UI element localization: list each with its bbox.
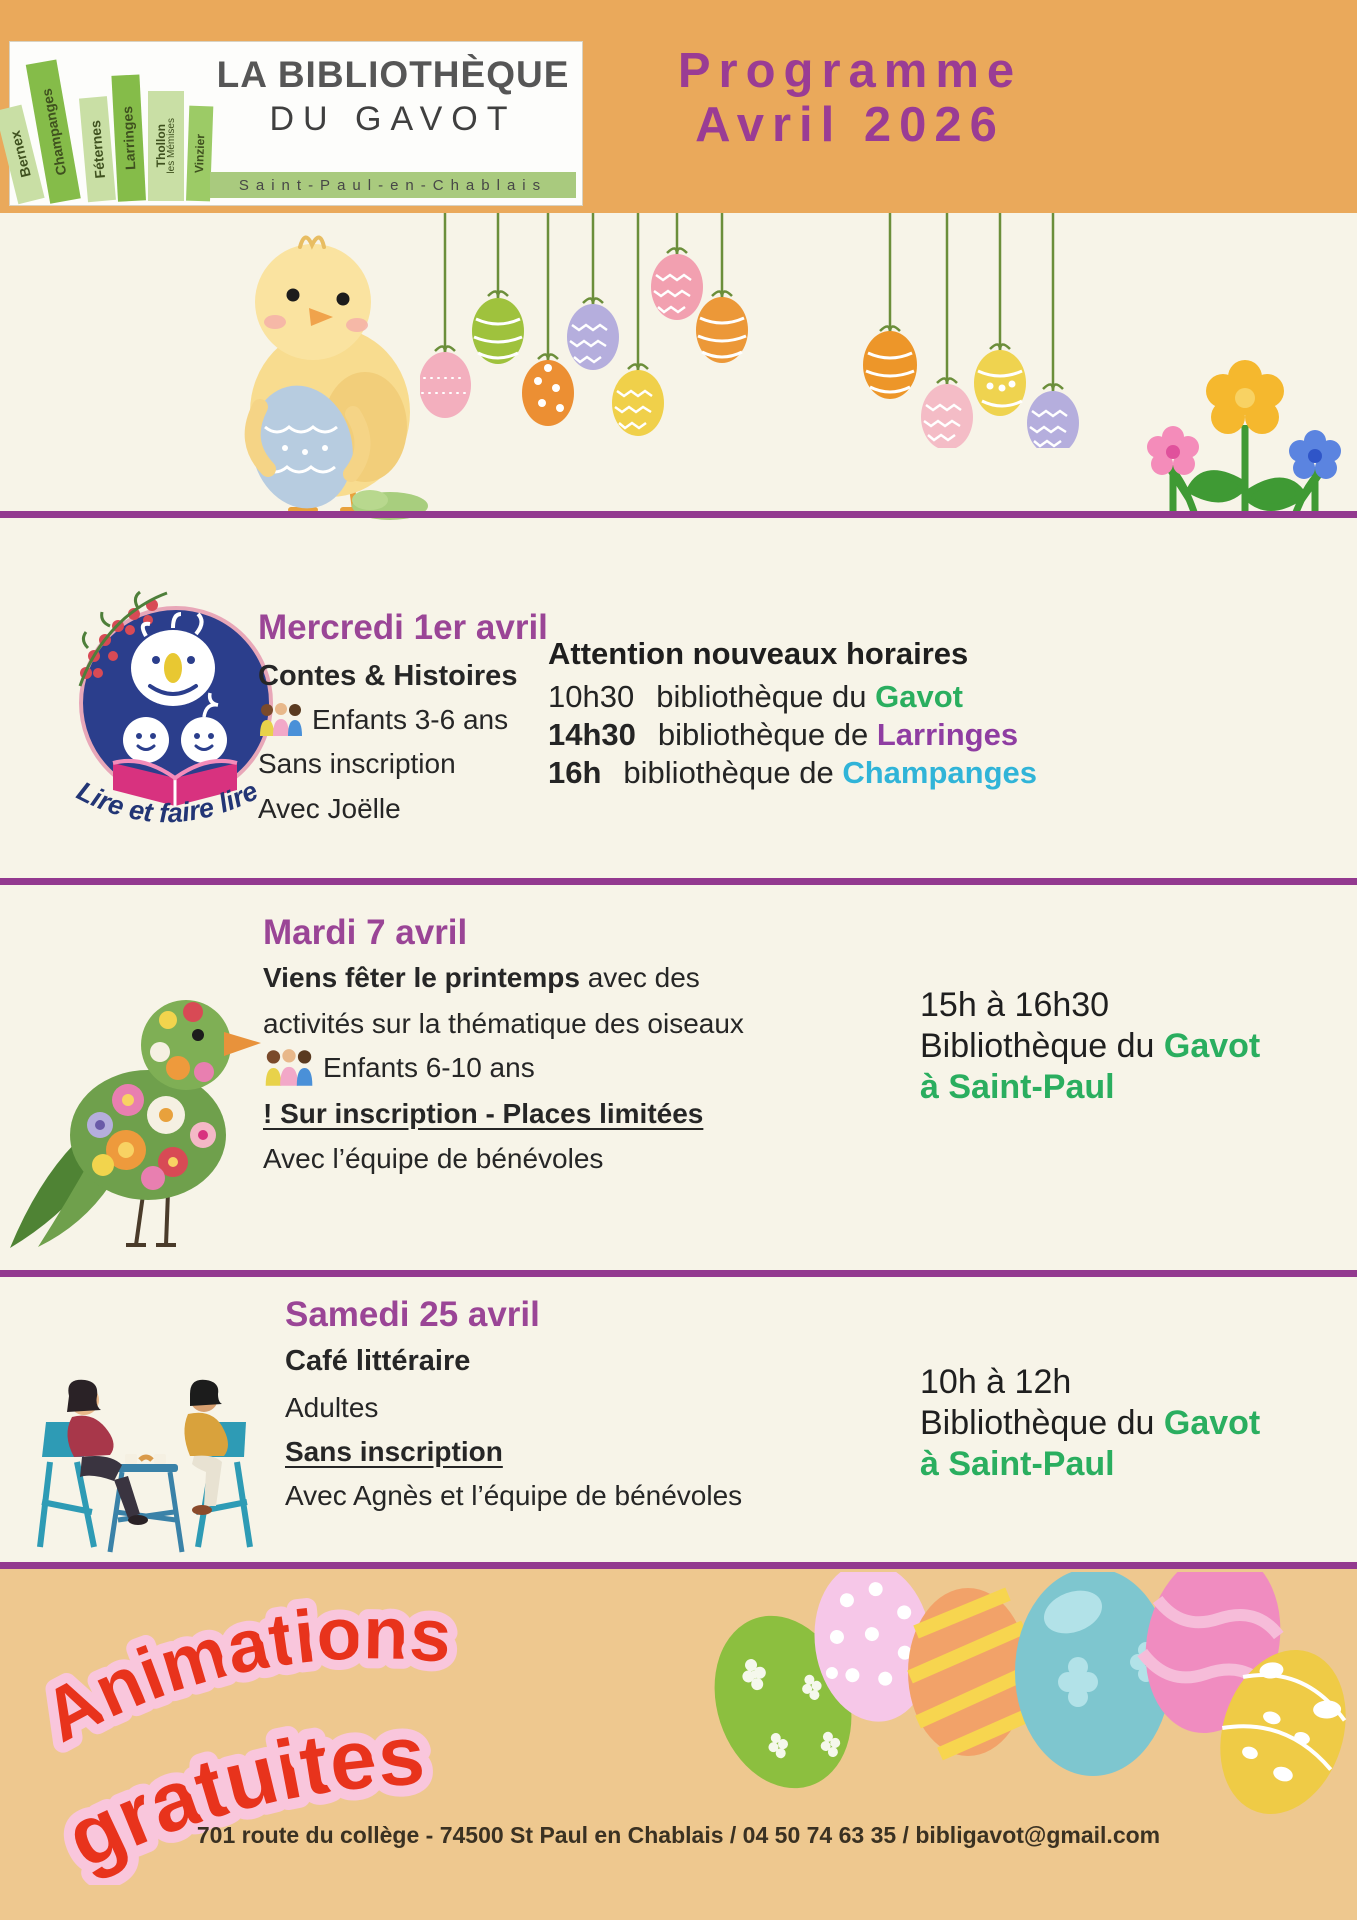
event-title: Café littéraire	[285, 1345, 471, 1377]
event-date: Samedi 25 avril	[285, 1295, 540, 1334]
schedule-label: bibliothèque de	[657, 717, 869, 752]
flower-bird-illustration	[8, 940, 263, 1255]
event-description-bold: Viens fêter le printemps	[263, 962, 580, 993]
section-divider	[0, 1562, 1357, 1569]
schedule-time: 14h30	[548, 717, 636, 752]
event-location-line2: à Saint-Paul	[920, 1068, 1115, 1106]
event-location-line2: à Saint-Paul	[920, 1445, 1115, 1483]
event-description-line2: activités sur la thématique des oiseaux	[263, 1008, 744, 1039]
schedule-place: Gavot	[875, 679, 963, 714]
children-icon	[263, 1048, 315, 1088]
registration-note: Sans inscription	[258, 748, 456, 779]
schedule-label: bibliothèque de	[623, 755, 834, 790]
spine-champanges: Champanges	[26, 59, 81, 203]
program-title	[600, 44, 1100, 152]
event-when-where	[920, 985, 1260, 1108]
audience-row	[258, 702, 508, 738]
schedule-row	[548, 754, 1037, 792]
host-note: Avec l’équipe de bénévoles	[263, 1143, 604, 1174]
chick-with-egg-illustration	[205, 222, 455, 522]
audience-label: Enfants 3-6 ans	[312, 704, 509, 735]
lire-logo-text: Lire et faire lire	[72, 775, 263, 829]
schedule-row	[548, 716, 1037, 754]
schedule-place: Larringes	[876, 717, 1019, 752]
spine-feternes: Féternes	[79, 96, 116, 202]
event-description-line1	[263, 962, 700, 994]
spine-larringes: Larringes	[111, 74, 146, 201]
logo-name-line1: LA BIBLIOTHÈQUE	[216, 54, 570, 95]
event-description-rest: avec des	[579, 962, 700, 993]
event-location-prefix: Bibliothèque du	[920, 1027, 1164, 1065]
footer-contact: 701 route du collège - 74500 St Paul en Chablais / 04 50 74 63 35 / bibligavot@gmail.com	[196, 1822, 1161, 1848]
event-title: Contes & Histoires	[258, 660, 518, 692]
event-location	[920, 1026, 1260, 1067]
schedule-label: bibliothèque du	[656, 679, 867, 714]
schedule-place: Champanges	[842, 755, 1038, 790]
spine-thollon-les-memises: Thollon les Mémises	[148, 91, 184, 201]
event-time: 15h à 16h30	[920, 986, 1110, 1024]
schedule-time: 10h30	[548, 679, 635, 714]
schedule-row	[548, 678, 1037, 716]
event-location-place: Gavot	[1163, 1404, 1261, 1442]
library-logo	[6, 42, 582, 205]
spine-vinzier: Vinzier	[186, 106, 213, 202]
event-date: Mardi 7 avril	[263, 913, 468, 952]
literary-cafe-illustration	[22, 1362, 267, 1562]
free-word-2: gratuites	[52, 1707, 428, 1885]
audience-label: Adultes	[285, 1392, 379, 1423]
logo-name	[210, 54, 576, 139]
easter-eggs-illustration	[668, 1572, 1357, 1817]
audience-label: Enfants 6-10 ans	[323, 1052, 535, 1083]
section-divider	[0, 1270, 1357, 1277]
lire-et-faire-lire-logo	[58, 578, 288, 863]
registration-note: ! Sur inscription - Places limitées	[263, 1098, 704, 1129]
event-time: 10h à 12h	[920, 1363, 1072, 1401]
host-note: Avec Agnès et l’équipe de bénévoles	[285, 1480, 743, 1511]
logo-name-line2: DU GAVOT	[269, 100, 517, 138]
logo-book-spines	[6, 42, 216, 205]
spring-flowers-illustration	[1135, 355, 1350, 520]
event-location	[920, 1403, 1260, 1444]
event-date: Mercredi 1er avril	[258, 608, 548, 647]
schedule-time: 16h	[548, 755, 602, 790]
event-location-place: Gavot	[1163, 1027, 1261, 1065]
event-location-prefix: Bibliothèque du	[920, 1404, 1164, 1442]
audience-row	[263, 1048, 535, 1088]
section-divider	[0, 511, 1357, 518]
host-note: Avec Joëlle	[258, 793, 401, 824]
program-title-line2: Avril 2026	[695, 98, 1005, 152]
registration-note: Sans inscription	[285, 1436, 503, 1467]
header-band	[0, 0, 1357, 213]
schedule-heading: Attention nouveaux horaires	[548, 636, 969, 671]
spine-bernex: Bernex	[0, 105, 45, 205]
section-divider	[0, 878, 1357, 885]
event-when-where	[920, 1362, 1260, 1485]
program-title-line1: Programme	[677, 44, 1023, 98]
hanging-easter-eggs-illustration	[420, 213, 1100, 448]
children-icon	[258, 702, 304, 738]
logo-location: Saint-Paul-en-Chablais	[210, 172, 576, 198]
schedule-block	[548, 636, 1037, 792]
free-word-1: Animations	[30, 1591, 455, 1758]
